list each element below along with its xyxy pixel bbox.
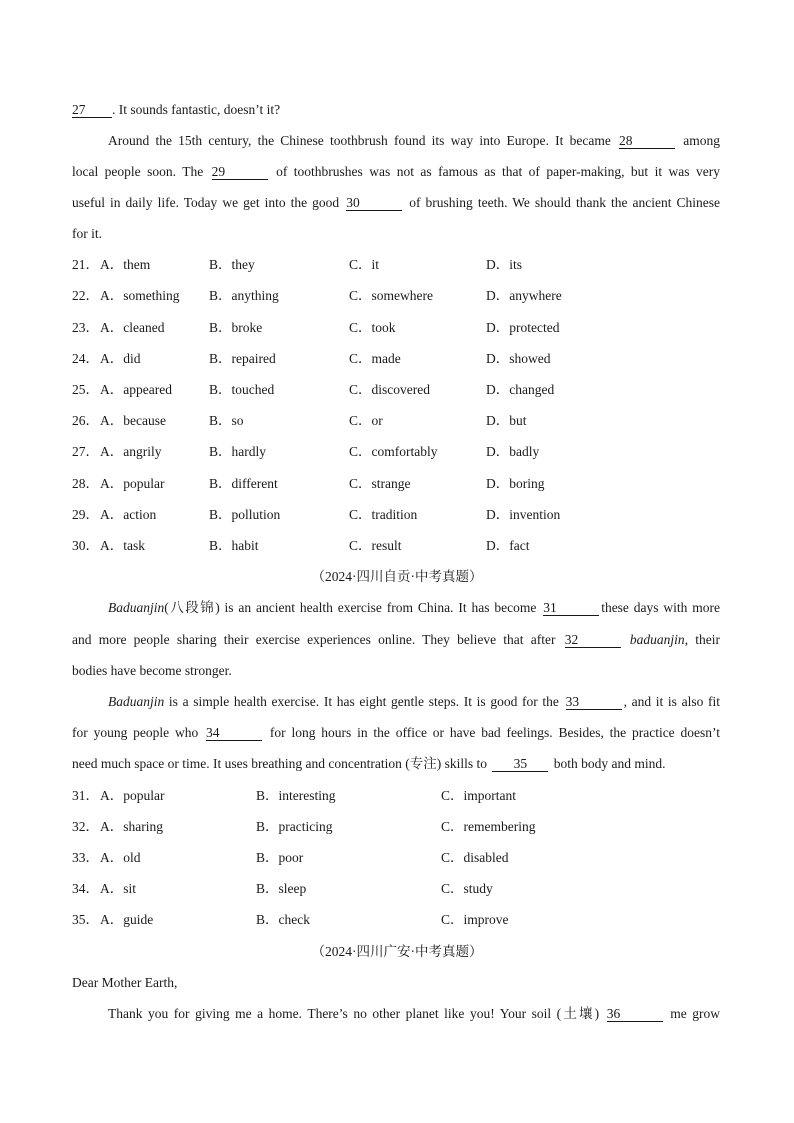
text-run: for long hours in the office or have bad feelings. Besides, the practice doesn’t <box>269 725 721 740</box>
question-number: 33． <box>72 850 99 865</box>
passage-line <box>72 194 720 212</box>
option-c: C．made <box>349 351 401 366</box>
text-run: is a simple health exercise. It has eight gentle steps. It is good for the <box>168 694 559 709</box>
option-b: B．sleep <box>256 881 307 896</box>
answer-blank: 34 <box>206 725 262 741</box>
passage-line <box>72 662 720 680</box>
option-b: B．poor <box>256 850 304 865</box>
option-b: B．broke <box>209 320 263 335</box>
answer-blank: 31 <box>543 600 599 616</box>
question-number: 25． <box>72 382 99 397</box>
option-b: B．pollution <box>209 507 281 522</box>
option-b: B．they <box>209 257 255 272</box>
option-d: D．invention <box>486 507 561 522</box>
option-a: A．did <box>100 351 141 366</box>
option-a: A．old <box>100 850 141 865</box>
text-run: for young people who <box>72 725 199 740</box>
option-b: B．different <box>209 476 278 491</box>
option-a: A．sit <box>100 881 137 896</box>
option-b: B．so <box>209 413 244 428</box>
option-c: C．took <box>349 320 396 335</box>
option-a: A．angrily <box>100 444 162 459</box>
passage-line <box>72 225 720 243</box>
section-source-heading: （2024·四川自贡·中考真题） <box>311 569 483 584</box>
text-run: Around the 15th century, the Chinese toothbrush found its way into Europe. It became <box>108 133 611 148</box>
question-number: 35． <box>72 912 99 927</box>
text-run: me grow <box>670 1006 721 1021</box>
option-a: A．them <box>100 257 151 272</box>
text-run: among <box>683 133 720 148</box>
option-d: D．boring <box>486 476 545 491</box>
answer-blank: 32 <box>565 632 621 648</box>
text-run-italic: baduanjin <box>629 632 685 647</box>
option-d: D．its <box>486 257 523 272</box>
option-d: D．showed <box>486 351 551 366</box>
option-c: C．disabled <box>441 850 509 865</box>
question-number: 26． <box>72 413 99 428</box>
letter-salutation: Dear Mother Earth, <box>72 975 178 990</box>
option-a: A．popular <box>100 788 165 803</box>
text-run: need much space or time. It uses breathing and concentration (专注) skills to <box>72 756 488 771</box>
option-d: D．changed <box>486 382 555 397</box>
option-b: B．repaired <box>209 351 276 366</box>
text-run-italic: Baduanjin <box>108 600 165 615</box>
answer-blank: 27 <box>72 102 112 118</box>
option-b: B．practicing <box>256 819 333 834</box>
passage-line <box>72 724 720 742</box>
question-number: 31． <box>72 788 99 803</box>
text-run: bodies have become stronger. <box>72 663 232 678</box>
option-a: A．popular <box>100 476 165 491</box>
option-c: C．study <box>441 881 493 896</box>
option-c: C．comfortably <box>349 444 438 459</box>
option-a: A．sharing <box>100 819 163 834</box>
option-c: C．tradition <box>349 507 418 522</box>
passage-line <box>72 755 720 773</box>
question-number: 32． <box>72 819 99 834</box>
answer-blank: 36 <box>607 1006 663 1022</box>
passage-line <box>108 132 720 150</box>
option-b: B．touched <box>209 382 275 397</box>
option-a: A．something <box>100 288 180 303</box>
text-run: of brushing teeth. We should thank the ancient Chinese <box>409 195 721 210</box>
answer-blank: 29 <box>212 164 268 180</box>
text-run: Thank you for giving me a home. There’s no other planet like you! Your soil (土壤) <box>108 1006 600 1021</box>
answer-blank: 28 <box>619 133 675 149</box>
passage-line <box>108 599 720 617</box>
text-run: , their <box>684 632 721 647</box>
option-c: C．or <box>349 413 383 428</box>
option-d: D．badly <box>486 444 540 459</box>
question-number: 27． <box>72 444 99 459</box>
option-a: A．cleaned <box>100 320 165 335</box>
question-number: 30． <box>72 538 99 553</box>
option-c: C．somewhere <box>349 288 433 303</box>
option-b: B．habit <box>209 538 259 553</box>
answer-blank: 30 <box>346 195 402 211</box>
text-run: for it. <box>72 226 102 241</box>
option-b: B．check <box>256 912 310 927</box>
option-a: A．appeared <box>100 382 172 397</box>
passage-line <box>72 163 720 181</box>
option-b: B．hardly <box>209 444 266 459</box>
question-number: 24． <box>72 351 99 366</box>
question-number: 28． <box>72 476 99 491</box>
text-run: both body and mind. <box>553 756 666 771</box>
option-c: C．improve <box>441 912 509 927</box>
option-c: C．discovered <box>349 382 430 397</box>
answer-blank: 33 <box>566 694 622 710</box>
passage-line <box>108 1005 720 1023</box>
option-a: A．action <box>100 507 157 522</box>
option-d: D．protected <box>486 320 560 335</box>
option-a: A．because <box>100 413 166 428</box>
question-number: 34． <box>72 881 99 896</box>
option-d: D．but <box>486 413 527 428</box>
passage-line <box>108 693 720 711</box>
option-d: D．anywhere <box>486 288 562 303</box>
text-run: and more people sharing their exercise experiences online. They believe that after <box>72 632 556 647</box>
passage-line <box>72 101 720 119</box>
section-source-heading: （2024·四川广安·中考真题） <box>311 944 483 959</box>
question-number: 21． <box>72 257 99 272</box>
option-a: A．task <box>100 538 145 553</box>
option-b: B．anything <box>209 288 279 303</box>
text-run: . It sounds fantastic, doesn’t it? <box>112 102 281 117</box>
text-run: local people soon. The <box>72 164 204 179</box>
option-c: C．result <box>349 538 402 553</box>
text-run: (八段锦) is an ancient health exercise from China. It has become <box>164 600 537 615</box>
text-run: of toothbrushes was not as famous as that of paper-making, but it was very <box>276 164 720 179</box>
option-d: D．fact <box>486 538 530 553</box>
option-c: C．it <box>349 257 380 272</box>
answer-blank: 35 <box>492 756 548 772</box>
passage-line <box>72 631 720 649</box>
option-a: A．guide <box>100 912 154 927</box>
option-b: B．interesting <box>256 788 336 803</box>
passage-line <box>72 974 720 992</box>
text-run: , and it is also fit <box>623 694 721 709</box>
question-number: 22． <box>72 288 99 303</box>
text-run: these days with more <box>601 600 720 615</box>
question-number: 23． <box>72 320 99 335</box>
option-c: C．remembering <box>441 819 536 834</box>
question-number: 29． <box>72 507 99 522</box>
text-run-italic: Baduanjin <box>108 694 165 709</box>
option-c: C．strange <box>349 476 411 491</box>
option-c: C．important <box>441 788 516 803</box>
text-run: useful in daily life. Today we get into the good <box>72 195 340 210</box>
